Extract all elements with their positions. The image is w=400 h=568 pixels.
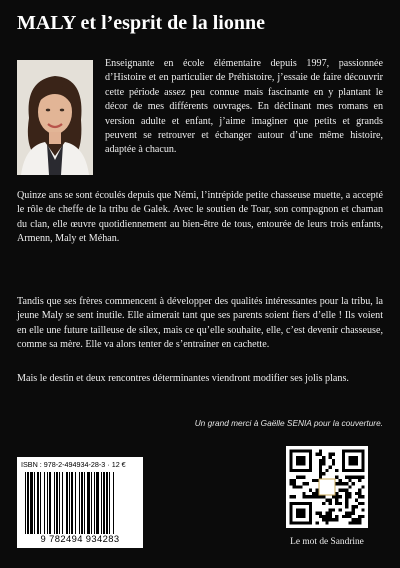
summary-paragraph-1: Quinze ans se sont écoulés depuis que Némi, l’intrépide petite chasseuse muette, a accepté le rôle de cheffe de la tribu de Galek. Avec le soutien de Toar, son compagnon et chaman du clan, elle œuvre quotidiennement au bien-être de tous, entourée de leurs trois enfants, Armenn, Maly et Méhan. xyxy=(17,190,383,245)
author-bio: Enseignante en école élémentaire depuis 1997, passionnée d’Histoire et en particulier de Préhistoire, j’essaie de faire découvrir cette période assez peu connue mais fascinante en y plantant le décor de mes différents ouvrages. En déclinant mes romans en version adulte et enfant, j’aime imaginer que petits et grands peuvent se retrouver et échanger autour d’une même histoire, adaptée à chacun. xyxy=(105,58,383,156)
summary-paragraph-3: Mais le destin et deux rencontres déterminantes viendront modifier ses jolis plans. xyxy=(17,373,349,384)
barcode-box xyxy=(17,457,143,548)
publisher-name: Le mot de Sandrine xyxy=(290,537,364,547)
summary-paragraph-2: Tandis que ses frères commencent à développer des qualités intéressantes pour la tribu, la jeune Maly se sent inutile. Elle aimerait tant que ses parents soient fiers d’elle ! Ils voient en elle une future tailleuse de silex, mais ce qu’elle souhaite, elle, c’est devenir chasseuse, comme sa mère. Elle va alors tenter de s’entrainer en cachette. xyxy=(17,296,383,351)
qr-code-icon xyxy=(286,446,368,528)
author-photo xyxy=(17,60,93,175)
book-title: MALY et l’esprit de la lionne xyxy=(17,12,265,34)
barcode-icon xyxy=(25,472,139,534)
barcode-digits: 9 782494 934283 xyxy=(40,533,120,544)
cover-credit: Un grand merci à Gaëlle SENIA pour la couverture. xyxy=(194,418,383,428)
isbn-price: ISBN : 978-2-494934-28-3 · 12 € xyxy=(21,460,126,469)
